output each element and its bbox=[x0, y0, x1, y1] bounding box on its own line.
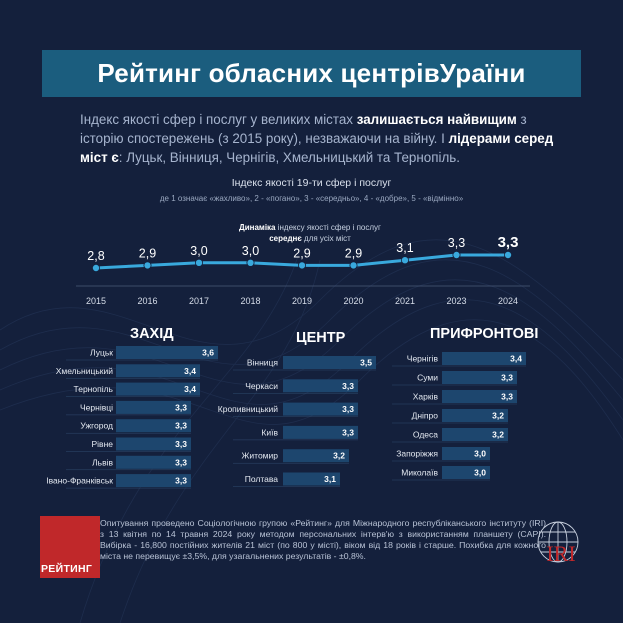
trend-point bbox=[247, 259, 254, 266]
x-tick-label: 2015 bbox=[85, 296, 107, 306]
x-tick-label: 2016 bbox=[137, 296, 158, 306]
data-label: 3,0 bbox=[241, 243, 260, 258]
bar-category-label: Ужгород bbox=[80, 420, 113, 431]
bar-category-label: Рівне bbox=[91, 439, 113, 449]
bar-value-label: 3,5 bbox=[360, 357, 372, 368]
bar-category-label: Харків bbox=[412, 391, 438, 402]
bar-category-label: Миколаїв bbox=[401, 467, 438, 478]
trend-point bbox=[504, 251, 511, 258]
bar-value-label: 3,2 bbox=[492, 429, 504, 440]
data-label: 3,0 bbox=[190, 243, 208, 258]
page-title: Рейтинг обласних центрівУраїни bbox=[97, 58, 526, 88]
bar-category-label: Полтава bbox=[244, 474, 278, 484]
x-tick-label: 2021 bbox=[394, 296, 416, 306]
bar-value-label: 3,4 bbox=[510, 353, 522, 364]
bar-category-label: Львів bbox=[92, 457, 113, 468]
dynamics-text-2: для усіх міст bbox=[301, 234, 351, 243]
region-title-center: ЦЕНТР bbox=[296, 330, 346, 346]
bar-category-label: Житомир bbox=[241, 450, 278, 461]
data-label: 2,9 bbox=[293, 246, 311, 261]
bar-value-label: 3,3 bbox=[342, 427, 354, 438]
bar-category-label: Хмельницький bbox=[55, 365, 113, 376]
dynamics-bold-2: середнє bbox=[269, 234, 302, 243]
bar-category-label: Дніпро bbox=[411, 410, 438, 421]
bar-value-label: 3,2 bbox=[492, 410, 504, 421]
data-label: 3,3 bbox=[497, 234, 519, 251]
iri-logo bbox=[534, 516, 584, 578]
data-label: 3,1 bbox=[396, 241, 414, 256]
trend-point bbox=[401, 257, 408, 264]
bar-category-label: Вінниця bbox=[246, 357, 278, 368]
bar-category-label: Київ bbox=[261, 427, 278, 438]
x-tick-label: 2017 bbox=[188, 296, 210, 306]
bar-value-label: 3,3 bbox=[175, 457, 187, 468]
x-tick-label: 2019 bbox=[291, 296, 313, 306]
data-label: 2,9 bbox=[138, 246, 157, 261]
data-label: 2,9 bbox=[344, 246, 363, 261]
x-tick-label: 2018 bbox=[240, 296, 261, 306]
index-title: Індекс якості 19-ти сфер і послуг bbox=[231, 177, 392, 189]
bar-value-label: 3,2 bbox=[333, 450, 345, 461]
region-title-west: ЗАХІД bbox=[130, 326, 174, 342]
intro-text-2: з історію спостережень (з 2015 року), незважаючи на війну. І bbox=[80, 112, 527, 146]
x-tick-label: 2024 bbox=[497, 296, 519, 306]
bar-value-label: 3,3 bbox=[501, 391, 513, 402]
bar-category-label: Одеса bbox=[412, 429, 438, 440]
trend-point bbox=[453, 251, 460, 258]
x-tick-label: 2023 bbox=[446, 296, 467, 306]
data-label: 3,3 bbox=[447, 236, 466, 250]
bar-value-label: 3,3 bbox=[342, 380, 354, 391]
methodology-note: Опитування проведено Соціологічною групою «Рейтинг» для Міжнародного республіканського інституту (IRI) з 13 квітня по 14 травня 2024 року методом персональних інтерв'ю з використанням планшету (CAPI). Вибірка - 16,800 постійних жителів 21 міст (по 800 у місті), віком від 18 років і старше. Похибка для кожного міста не перевищує ±3,5%, для узагальнених результатів - ±0,8%. bbox=[100, 518, 546, 561]
bar-category-label: Чернівці bbox=[80, 402, 113, 413]
bar-value-label: 3,1 bbox=[324, 474, 336, 484]
bar-category-label: Чернігів bbox=[406, 353, 438, 364]
bar-category-label: Івано-Франківськ bbox=[46, 475, 113, 486]
bar-value-label: 3,3 bbox=[175, 420, 187, 431]
bar-category-label: Суми bbox=[417, 372, 438, 383]
trend-point bbox=[298, 262, 305, 269]
trend-point bbox=[195, 259, 202, 266]
rating-logo bbox=[40, 516, 100, 578]
bar-category-label: Запоріжжя bbox=[396, 448, 438, 459]
intro-text-1: Індекс якості сфер і послуг у великих містах bbox=[80, 112, 357, 127]
index-scale-note: де 1 означає «жахливо», 2 - «погано», 3 - «середньо», 4 - «добре», 5 - «відмінно» bbox=[159, 194, 464, 203]
trend-point bbox=[350, 262, 357, 269]
bar-value-label: 3,3 bbox=[175, 402, 187, 413]
bar-value-label: 3,3 bbox=[175, 475, 187, 486]
x-tick-label: 2020 bbox=[343, 296, 364, 306]
bar-category-label: Черкаси bbox=[245, 380, 278, 391]
bar-value-label: 3,3 bbox=[501, 372, 513, 383]
trend-point bbox=[92, 264, 99, 271]
bar-value-label: 3,4 bbox=[184, 384, 196, 395]
rating-logo-text: РЕЙТИНГ bbox=[41, 563, 93, 575]
data-label: 2,8 bbox=[87, 249, 105, 263]
trend-point bbox=[144, 262, 151, 269]
intro-text-3: : Луцьк, Вінниця, Чернігів, Хмельницький та Тернопіль. bbox=[118, 150, 460, 165]
footer bbox=[40, 516, 586, 594]
bar-value-label: 3,4 bbox=[184, 365, 196, 376]
bar-category-label: Луцьк bbox=[90, 347, 113, 358]
bar-category-label: Тернопіль bbox=[73, 384, 113, 395]
bar-value-label: 3,3 bbox=[342, 404, 354, 415]
intro-bold-1: залишається найвищим bbox=[356, 112, 517, 127]
bar-category-label: Кропивницький bbox=[217, 404, 278, 415]
iri-logo-text: IRI bbox=[546, 541, 576, 566]
dynamics-text-1: індексу якості сфер і послуг bbox=[275, 223, 381, 232]
dynamics-bold-1: Динаміка bbox=[239, 223, 276, 232]
bar-value-label: 3,0 bbox=[474, 448, 486, 459]
region-title-frontline: ПРИФРОНТОВІ bbox=[430, 326, 539, 342]
bar-value-label: 3,0 bbox=[474, 467, 486, 478]
intro-bold-2: лідерами серед міст є bbox=[80, 131, 554, 165]
bar-value-label: 3,6 bbox=[202, 347, 214, 358]
bar-value-label: 3,3 bbox=[175, 439, 187, 449]
